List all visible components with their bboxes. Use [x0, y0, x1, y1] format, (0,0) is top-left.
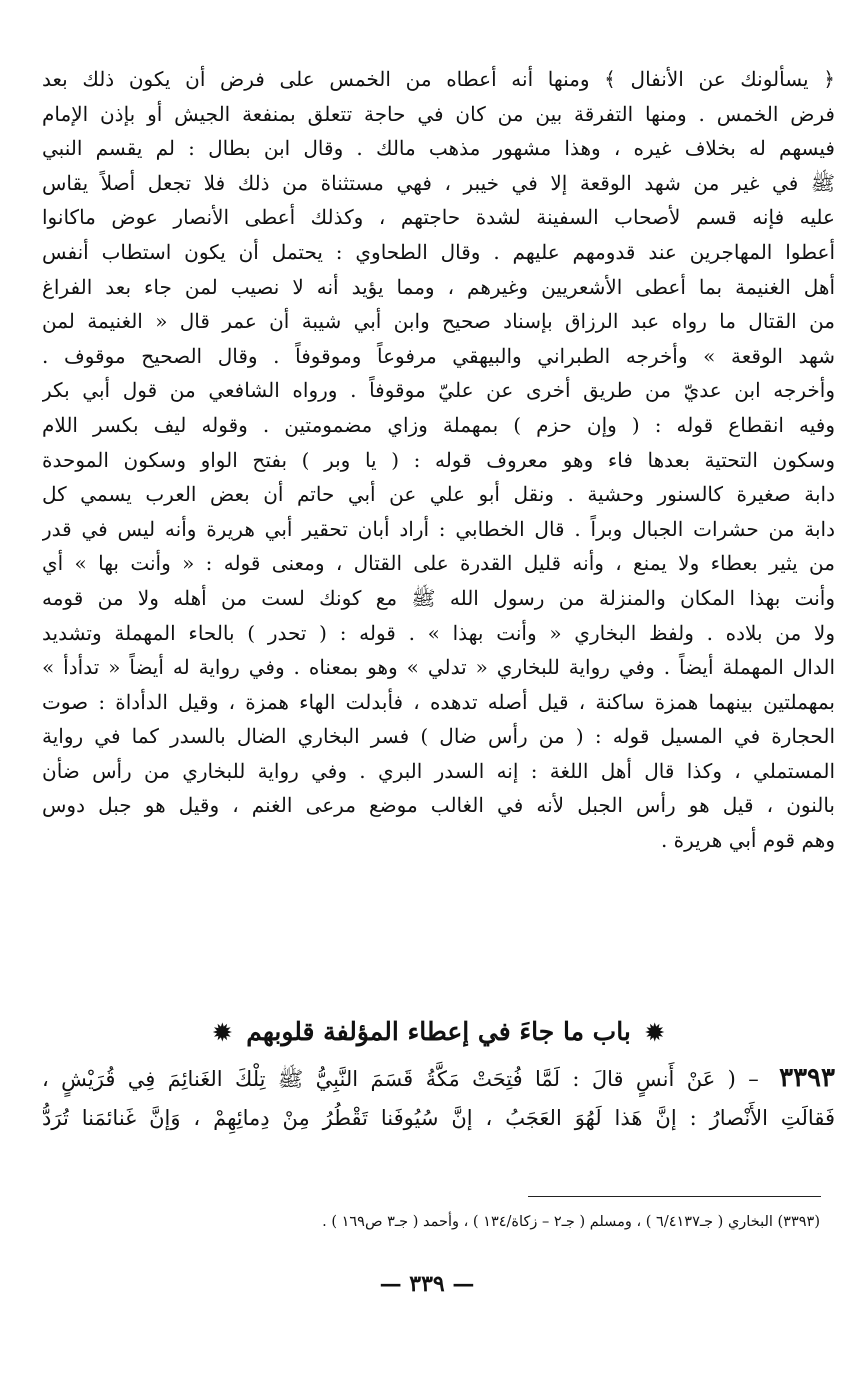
commentary-line: ﴿ يسألونك عن الأنفال ﴾ ومنها أنه أعطاه من الخمس على فرض أن يكون ذلك بعد: [42, 67, 835, 91]
hadith-number: ٣٣٩٣: [779, 1063, 835, 1093]
commentary-line: وهم قوم أبي هريرة .: [660, 828, 835, 853]
commentary-line: وفيه انقطاع قوله : ( وإن حزم ) بمهملة وزاي مضمومتين . وقوله ليف بكسر اللام: [42, 412, 835, 437]
footnote: (٣٣٩٣) البخاري ( جـ٦/٤١٣٧ ) ، ومسلم ( جـ٢ – زكاة/١٣٤ ) ، وأحمد ( جـ٣ ص١٦٩ ) .: [322, 1214, 820, 1230]
commentary-line: الدال المهملة أيضاً . وفي رواية للبخاري « تدلي » وهو بمعناه . وفي رواية له أيضاً « تدأدأ »: [42, 655, 835, 680]
commentary-line: من القتال ما رواه عبد الرزاق بإسناد صحيح وابن أبي شيبة أن عمر قال « الغنيمة لمن: [42, 309, 835, 334]
chapter-star-icon: ✹: [213, 1020, 232, 1046]
footnote-divider: [528, 1196, 821, 1197]
hadith-line: فَقالَتِ الأَنْصارُ : إنَّ هَذا لَهُوَ العَجَبُ ، إنَّ سُيُوفَنا تَقْطُرُ مِنْ دِمائِهِمْ ، وَإنَّ غَنائمَنا تُرَدُّ: [42, 1106, 835, 1130]
commentary-line: وسكون التحتية بعدها فاء وهو معروف قوله : ( يا وبر ) بفتح الواو وسكون الموحدة: [42, 447, 835, 472]
commentary-line: عليه فإنه قسم لأصحاب السفينة لشدة حاجتهم ، وكذلك أعطى الأنصار عوض ماكانوا: [42, 205, 835, 230]
commentary-line: الحجارة في المسيل قوله : ( من رأس ضال ) فسر البخاري الضال بالسدر كما في رواية: [42, 724, 835, 749]
commentary-line: وأنت بهذا المكان والمنزلة من رسول الله ﷺ مع كونك لست من أهله ولا من قومه: [42, 585, 835, 610]
commentary-line: وأخرجه ابن عديّ من طريق أخرى عن عليّ موقوفاً . ورواه الشافعي من قول أبي بكر: [42, 378, 835, 403]
hadith-line: [42, 1058, 835, 1098]
commentary-line: أعطوا المهاجرين عند قدومهم عليهم . وقال الطحاوي : يحتمل أن يكون استطاب أنفس: [42, 239, 835, 264]
commentary-line: شهد الوقعة » وأخرجه الطبراني والبيهقي مرفوعاً وموقوفاً . وقال الصحيح موقوف .: [42, 343, 835, 368]
chapter-heading: [42, 1012, 835, 1052]
commentary-line: دابة من حشرات الجبال وبراً . قال الخطابي : أراد أبان تحقير أبي هريرة وأنه ليس في قدر: [42, 516, 835, 541]
chapter-title: باب ما جاءَ في إعطاء المؤلفة قلوبهم: [246, 1017, 631, 1046]
commentary-line: فرض الخمس . ومنها التفرقة بين من كان في حاجة تتعلق بمنفعة الجيش أو بإذن الإمام: [42, 101, 835, 126]
commentary-line: بالنون ، قيل هو رأس الجبل لأنه في الغالب موضع مرعى الغنم ، وقيل هو جبل دوس: [42, 793, 835, 818]
commentary-line: أهل الغنيمة بما أعطى الأشعريين وغيرهم ، ومما يؤيد أنه لا نصيب لمن جاء بعد الفراغ: [42, 274, 835, 299]
commentary-text: [42, 62, 835, 858]
commentary-line: ولا من بلاده . ولفظ البخاري « وأنت بهذا » . قوله : ( تحدر ) بالحاء المهملة وتشديد: [42, 620, 835, 645]
hadith-text: [42, 1058, 835, 1138]
commentary-line: بمهملتين بينهما همزة ساكنة ، قيل أصله تدهده ، فأبدلت الهاء همزة ، وقيل الدأداة : صوت: [42, 689, 835, 714]
chapter-star-icon: ✹: [645, 1020, 664, 1046]
commentary-line: دابة صغيرة كالسنور وحشية . ونقل أبو علي عن أبي حاتم أن بعض العرب يسمي كل: [42, 482, 835, 507]
page-number: — ٣٣٩ —: [379, 1271, 475, 1297]
commentary-line: ﷺ في غير من شهد الوقعة إلا في خيبر ، فهي مستثناة من ذلك فلا تجعل أصلاً يقاس: [42, 170, 835, 195]
commentary-line: المستملي ، وكذا قال أهل اللغة : إنه السدر البري . وفي رواية للبخاري من رأس ضأن: [42, 758, 835, 783]
hadith-line-text: – ( عَنْ أَنسٍ قالَ : لَمَّا فُتِحَتْ مَكَّةُ قَسَمَ النَّبِيُّ ﷺ تِلْكَ الغَنائِمَ فِي قُرَيْشٍ ،: [42, 1067, 759, 1091]
commentary-line: فيسهم له بخلاف غيره ، وهذا مشهور مذهب مالك . وقال ابن بطال : لم يقسم النبي: [42, 136, 835, 161]
commentary-line: من يثير بعطاء ولا يمنع ، وأنه قليل القدرة على القتال ، ومعنى قوله : « وأنت بها » أي: [42, 551, 835, 576]
